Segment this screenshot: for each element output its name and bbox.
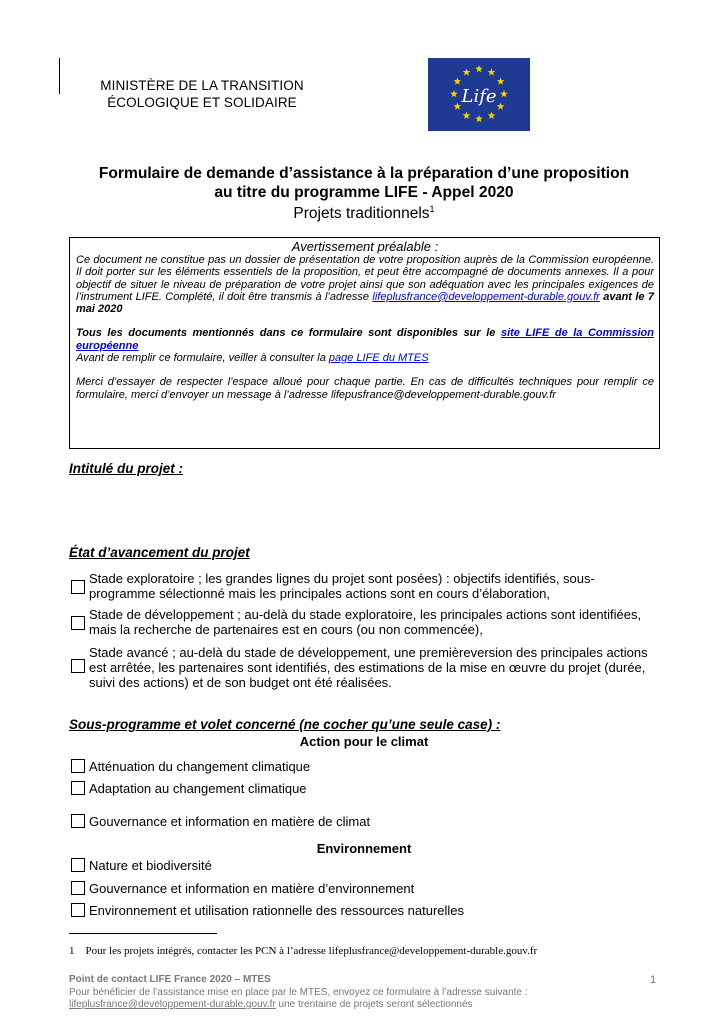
option-adaptation: Adaptation au changement climatique	[89, 781, 307, 796]
checkbox-attenuation[interactable]	[71, 759, 85, 773]
checkbox-gouvernance-environnement[interactable]	[71, 881, 85, 895]
footer-instructions: Pour bénéficier de l’assistance mise en place par le MTES, envoyez ce formulaire à l’adresse suivante :	[69, 987, 528, 998]
section-sous-programme: Sous-programme et volet concerné (ne cocher qu’une seule case) :	[69, 717, 501, 732]
title-line-1: Formulaire de demande d’assistance à la préparation d’une proposition	[98, 165, 630, 182]
footer-email[interactable]: lifeplusfrance@developpement-durable.gouv.fr	[69, 999, 276, 1010]
ministry-name	[88, 77, 316, 111]
footer-email-line	[69, 999, 473, 1010]
option-gouvernance-climat: Gouvernance et information en matière de climat	[89, 814, 371, 829]
footnote-separator	[69, 933, 217, 934]
ministry-line-2: ÉCOLOGIQUE ET SOLIDAIRE	[107, 95, 297, 110]
checkbox-nature-biodiversite[interactable]	[71, 858, 85, 872]
warning-p2-text: Tous les documents mentionnés dans ce formulaire sont disponibles sur le	[76, 327, 501, 340]
warning-paragraph-4: Merci d’essayer de respecter l’espace alloué pour chaque partie. En cas de difficultés techniques pour remplir ce formulaire, merci d’envoyer un message à l’adresse lifepusfrance@developpement-durable.gouv.fr	[76, 376, 654, 401]
checkbox-stade-avance[interactable]	[71, 659, 85, 673]
heading-environnement: Environnement	[316, 841, 412, 856]
option-nature-biodiversite: Nature et biodiversité	[89, 858, 212, 873]
warning-email-link[interactable]: lifeplusfrance@developpement-durable.gouv.fr	[372, 290, 600, 303]
margin-mark	[59, 58, 60, 94]
option-gouvernance-environnement: Gouvernance et information en matière d’environnement	[89, 881, 415, 896]
option-environnement-ressources: Environnement et utilisation rationnelle des ressources naturelles	[89, 903, 465, 918]
option-stade-exploratoire: Stade exploratoire ; les grandes lignes du projet sont posées) : objectifs identifiés, sous-programme sélectionné mais les principales actions sont en cours d’élaboration,	[89, 571, 595, 601]
page-number: 1	[650, 974, 657, 986]
form-title	[60, 164, 668, 202]
warning-paragraph-3	[76, 352, 654, 364]
heading-action-climat: Action pour le climat	[299, 734, 429, 749]
eu-life-logo	[428, 58, 530, 131]
subtitle-text: Projets traditionnels	[293, 205, 430, 223]
life-wordmark: Life	[461, 86, 497, 107]
page-life-mtes-link[interactable]: page LIFE du MTES	[328, 352, 429, 365]
section-intitule: Intitulé du projet :	[69, 461, 183, 476]
title-line-2: au titre du programme LIFE - Appel 2020	[214, 184, 514, 201]
warning-p3-text: Avant de remplir ce formulaire, veiller à consulter la	[76, 352, 329, 365]
footnote	[69, 945, 537, 957]
checkbox-environnement-ressources[interactable]	[71, 903, 85, 917]
site-life-commission-link[interactable]: site LIFE de la Commission européenne	[76, 327, 654, 352]
warning-title: Avertissement préalable :	[291, 239, 439, 254]
checkbox-stade-exploratoire[interactable]	[71, 580, 85, 594]
checkbox-stade-developpement[interactable]	[71, 616, 85, 630]
footnote-text: Pour les projets intégrés, contacter les PCN à l’adresse lifeplusfrance@developpement-durable.gouv.fr	[85, 945, 538, 957]
footer-contact: Point de contact LIFE France 2020 – MTES	[69, 974, 271, 985]
form-subtitle	[60, 204, 668, 223]
option-attenuation: Atténuation du changement climatique	[89, 759, 311, 774]
section-etat-avancement: État d’avancement du projet	[69, 545, 250, 560]
checkbox-adaptation[interactable]	[71, 781, 85, 795]
warning-deadline: avant le 7 mai 2020	[76, 290, 655, 316]
warning-box	[69, 237, 660, 449]
footer-selection-note: une trentaine de projets seront sélectionnés	[275, 999, 473, 1010]
footnote-ref: 1	[429, 204, 435, 214]
option-stade-developpement: Stade de développement ; au-delà du stade exploratoire, les principales actions sont identifiées, mais la recherche de partenaires est en cours (ou non commencée),	[89, 607, 642, 637]
warning-paragraph-1	[76, 254, 654, 315]
warning-paragraph-2	[76, 327, 654, 352]
ministry-line-1: MINISTÈRE DE LA TRANSITION	[100, 78, 304, 93]
checkbox-gouvernance-climat[interactable]	[71, 814, 85, 828]
warning-p1-text: Ce document ne constitue pas un dossier de présentation de votre proposition auprès de la Commission européenne. Il doit porter sur les éléments essentiels de la proposition, et peut être accompagné de documents annexes. Il a pour objectif de situer le niveau de préparation de votre projet ainsi que son adéquation avec les principales exigences de l’instrument LIFE. Complété, il doit être transmis à l’adresse	[76, 254, 654, 303]
option-stade-avance: Stade avancé ; au-delà du stade de développement, une premièreversion des principales actions est arrêtée, les partenaires sont identifiés, des estimations de la mise en œuvre du projet (durée, suivi des actions) et de son budget ont été réalisées.	[89, 645, 648, 690]
footnote-number: 1	[69, 945, 75, 957]
